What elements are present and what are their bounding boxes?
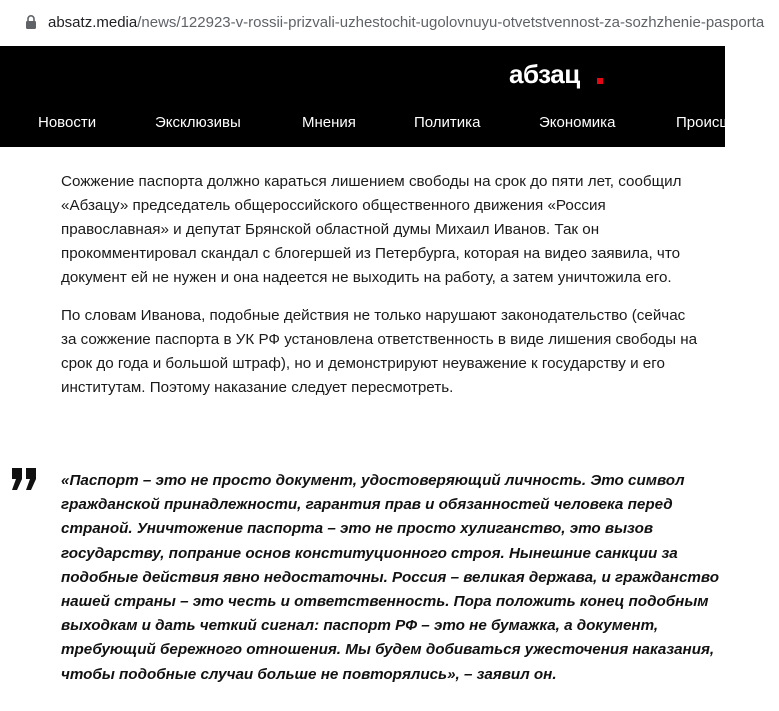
quote-mark-icon: [10, 466, 40, 492]
site-logo[interactable]: [509, 59, 605, 89]
nav-item-economy[interactable]: Экономика: [539, 114, 616, 131]
url-path: /news/122923-v-rossii-prizvali-uzhestochit-ugolovnuyu-otvetstvennost-za-sozhzhenie-pasporta: [137, 14, 765, 31]
article-quote: «Паспорт – это не просто документ, удостоверяющий личность. Это символ гражданской принадлежности, гарантия прав и обязанностей человека перед страной. Уничтожение паспорта – это не просто хулиганство, это вызов государству, попрание основ конституционного строя. Нынешние санкции за подобные действия явно недостаточны. Россия – великая держава, и гражданство нашей страны – это честь и ответственность. Пора положить конец подобным выходкам и дать четкий сигнал: паспорт РФ – это не бумажка, а документ, требующий бережного отношения. Мы будем добиваться ужесточения наказания, чтобы подобные случаи больше не повторялись», – заявил он.: [61, 472, 720, 683]
article-body: [61, 170, 701, 400]
nav-item-politics[interactable]: Политика: [414, 114, 481, 131]
address-bar[interactable]: [0, 0, 765, 47]
url-text[interactable]: [48, 14, 764, 31]
nav-item-incidents[interactable]: Происшествия: [676, 114, 779, 131]
nav-item-exclusives[interactable]: Эксклюзивы: [155, 114, 241, 131]
article-paragraph: Сожжение паспорта должно караться лишением свободы на срок до пяти лет, сообщил «Абзацу» председатель общероссийского общественного движения «Россия православная» и депутат Брянской областной думы Михаил Иванов. Так он прокомментировал скандал с блогершей из Петербурга, которая на видео заявила, что документ ей не нужен и она надеется не выходить на работу, а затем уничтожила его.: [61, 173, 682, 286]
url-host: absatz.media: [48, 14, 138, 31]
svg-text:абзац: абзац: [509, 59, 580, 89]
nav-item-opinions[interactable]: Мнения: [302, 114, 356, 131]
main-nav: [0, 104, 779, 144]
lock-icon[interactable]: [24, 14, 38, 30]
site-header: [0, 46, 779, 147]
nav-item-news[interactable]: Новости: [38, 114, 97, 131]
article-paragraph: По словам Иванова, подобные действия не только нарушают законодательство (сейчас за сожжение паспорта в УК РФ установлена ответственность в виде лишения свободы на срок до года и большой штраф), но и демонстрируют неуважение к государству и его институтам. Поэтому наказание следует пересмотреть.: [61, 307, 698, 396]
